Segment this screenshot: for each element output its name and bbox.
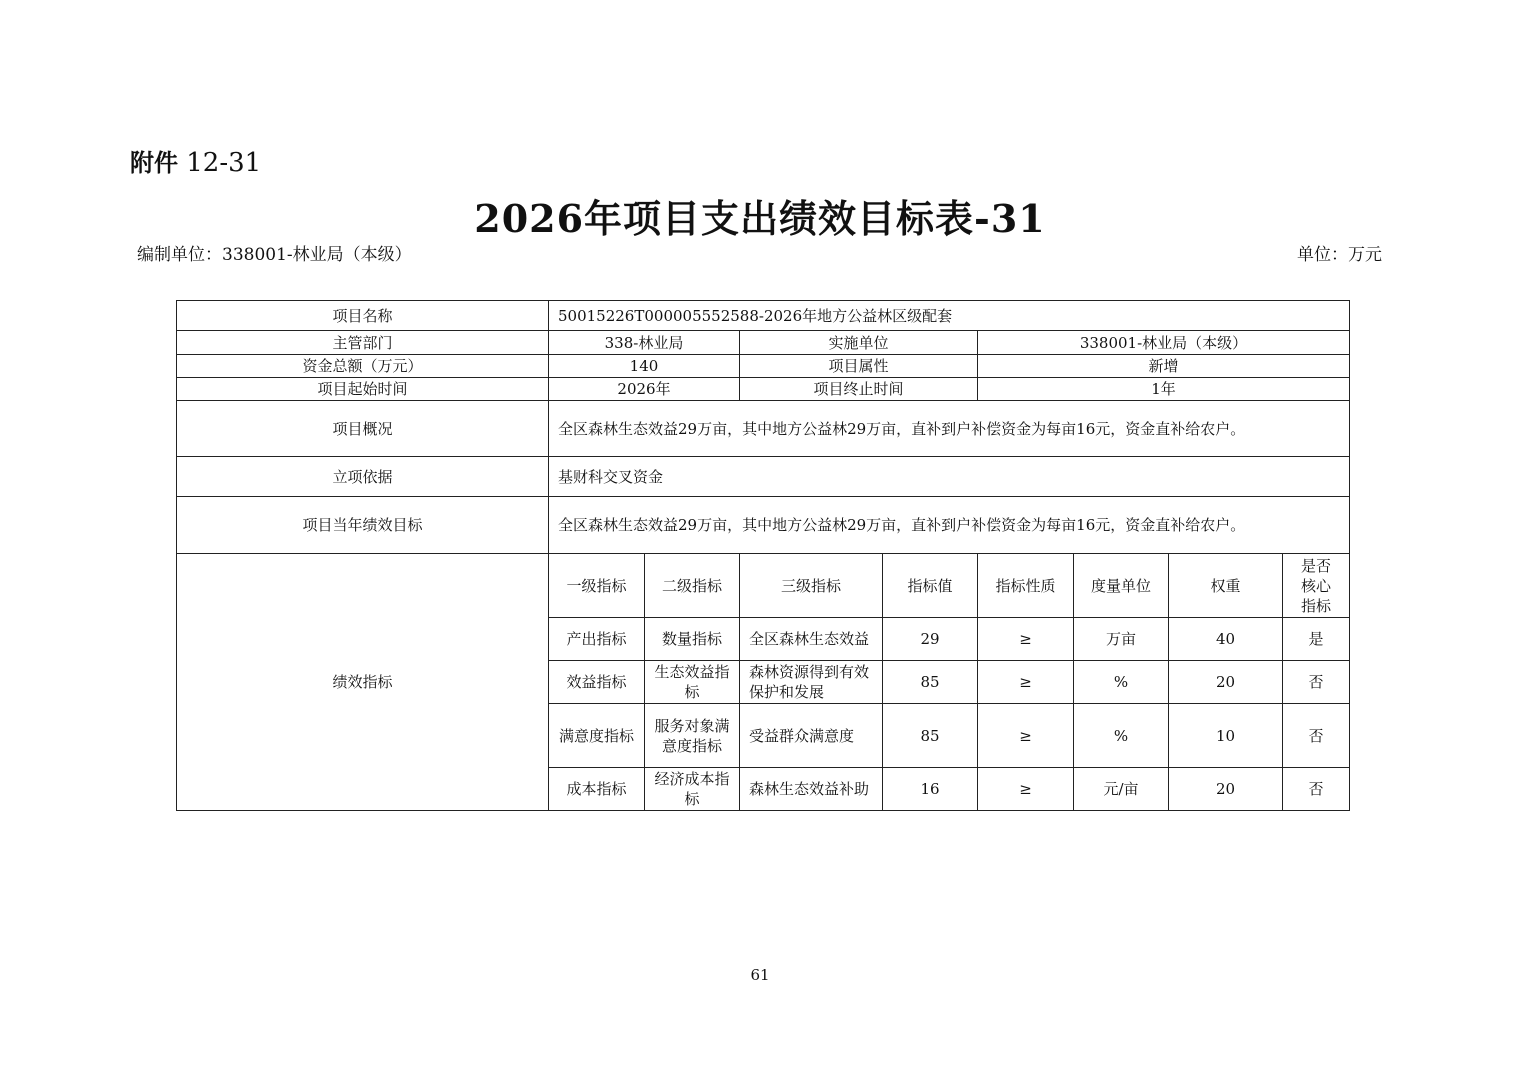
- nature-cell: ≥: [978, 661, 1074, 704]
- weight-cell: 40: [1169, 618, 1283, 661]
- core-cell: 否: [1283, 661, 1350, 704]
- fund-label: 资金总额（万元）: [177, 355, 549, 378]
- table-row: [177, 378, 1350, 401]
- header-cell: 二级指标: [645, 554, 740, 618]
- indicator-section-label: 绩效指标: [177, 554, 549, 811]
- basis-value: 基财科交叉资金: [549, 457, 1350, 497]
- level2-cell: 数量指标: [645, 618, 740, 661]
- header-cell: 指标值: [883, 554, 978, 618]
- table-row: [177, 401, 1350, 457]
- page-number: 61: [750, 966, 770, 984]
- weight-cell: 20: [1169, 661, 1283, 704]
- nature-cell: ≥: [978, 618, 1074, 661]
- level3-cell: 全区森林生态效益: [740, 618, 883, 661]
- table-row: [177, 355, 1350, 378]
- header-cell: 一级指标: [549, 554, 645, 618]
- indicator-header-row: [177, 554, 1350, 618]
- header-cell: 是否核心指标: [1283, 554, 1350, 618]
- level1-cell: 产出指标: [549, 618, 645, 661]
- table-row: [177, 497, 1350, 554]
- level1-cell: 效益指标: [549, 661, 645, 704]
- fund-value: 140: [549, 355, 740, 378]
- page-title: 2026年项目支出绩效目标表-31: [474, 196, 1046, 241]
- header-cell: 三级指标: [740, 554, 883, 618]
- end-label: 项目终止时间: [740, 378, 978, 401]
- level2-cell: 生态效益指标: [645, 661, 740, 704]
- dept-value: 338-林业局: [549, 331, 740, 355]
- annex-label: 附件 12-31: [130, 148, 262, 178]
- header-cell: 指标性质: [978, 554, 1074, 618]
- weight-cell: 20: [1169, 768, 1283, 811]
- end-value: 1年: [978, 378, 1350, 401]
- level2-cell: 经济成本指标: [645, 768, 740, 811]
- level1-cell: 满意度指标: [549, 704, 645, 768]
- org-label: 编制单位：338001-林业局（本级）: [137, 245, 412, 265]
- core-cell: 否: [1283, 768, 1350, 811]
- core-cell: 是: [1283, 618, 1350, 661]
- level3-cell: 森林生态效益补助: [740, 768, 883, 811]
- start-label: 项目起始时间: [177, 378, 549, 401]
- header-cell: 权重: [1169, 554, 1283, 618]
- attr-value: 新增: [978, 355, 1350, 378]
- unit-cell: 万亩: [1074, 618, 1169, 661]
- unit-cell: 元/亩: [1074, 768, 1169, 811]
- core-cell: 否: [1283, 704, 1350, 768]
- weight-cell: 10: [1169, 704, 1283, 768]
- project-name-value: 50015226T000005552588-2026年地方公益林区级配套: [549, 301, 1350, 331]
- impl-label: 实施单位: [740, 331, 978, 355]
- value-cell: 85: [883, 661, 978, 704]
- level1-cell: 成本指标: [549, 768, 645, 811]
- header-cell: 度量单位: [1074, 554, 1169, 618]
- attr-label: 项目属性: [740, 355, 978, 378]
- level2-cell: 服务对象满意度指标: [645, 704, 740, 768]
- goal-label: 项目当年绩效目标: [177, 497, 549, 554]
- table-row: [177, 301, 1350, 331]
- value-cell: 16: [883, 768, 978, 811]
- value-cell: 29: [883, 618, 978, 661]
- unit-cell: %: [1074, 704, 1169, 768]
- goal-value: 全区森林生态效益29万亩，其中地方公益林29万亩，直补到户补偿资金为每亩16元，资金直补给农户。: [549, 497, 1350, 554]
- table-row: [177, 331, 1350, 355]
- impl-value: 338001-林业局（本级）: [978, 331, 1350, 355]
- unit-label: 单位：万元: [1297, 245, 1382, 265]
- table-row: [177, 457, 1350, 497]
- level3-cell: 森林资源得到有效保护和发展: [740, 661, 883, 704]
- nature-cell: ≥: [978, 768, 1074, 811]
- unit-cell: %: [1074, 661, 1169, 704]
- performance-target-table: [176, 300, 1350, 811]
- overview-label: 项目概况: [177, 401, 549, 457]
- nature-cell: ≥: [978, 704, 1074, 768]
- overview-value: 全区森林生态效益29万亩，其中地方公益林29万亩，直补到户补偿资金为每亩16元，资金直补给农户。: [549, 401, 1350, 457]
- value-cell: 85: [883, 704, 978, 768]
- start-value: 2026年: [549, 378, 740, 401]
- dept-label: 主管部门: [177, 331, 549, 355]
- project-name-label: 项目名称: [177, 301, 549, 331]
- basis-label: 立项依据: [177, 457, 549, 497]
- level3-cell: 受益群众满意度: [740, 704, 883, 768]
